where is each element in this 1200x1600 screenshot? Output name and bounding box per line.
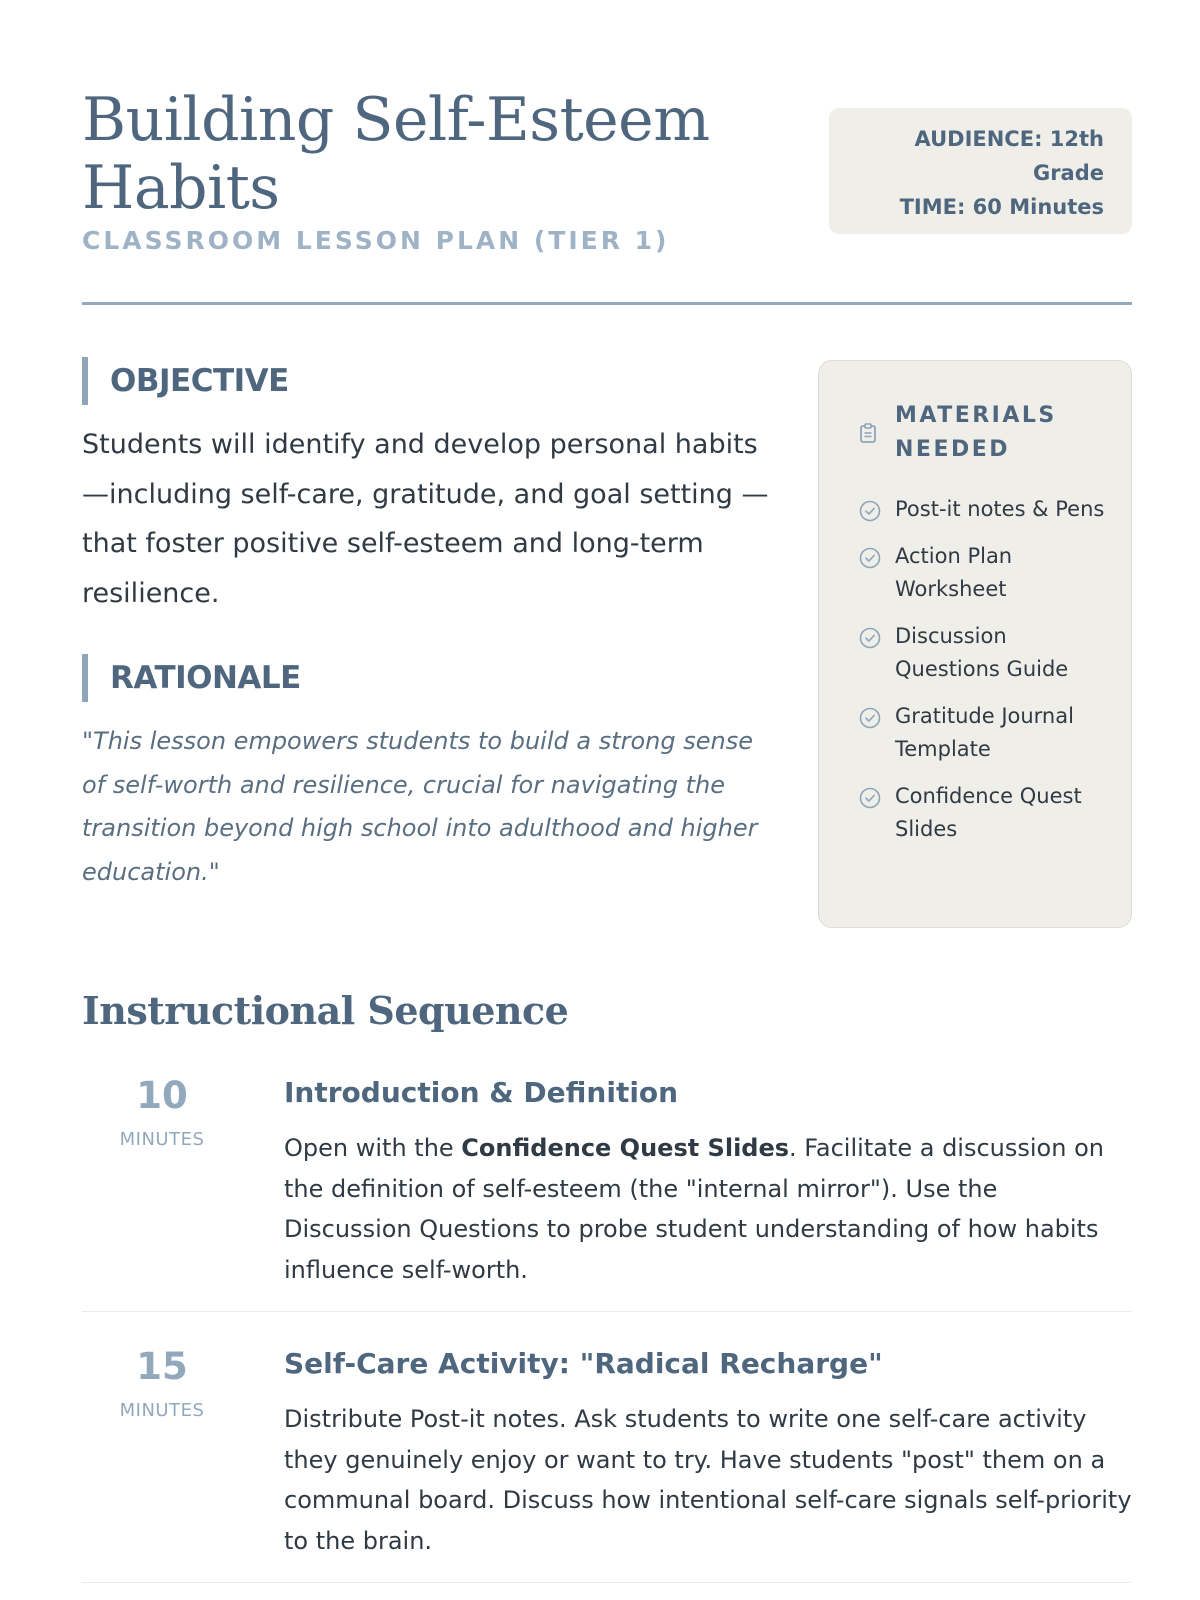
sequence-step	[82, 1341, 1132, 1583]
step-minutes-unit: MINUTES	[119, 1129, 205, 1150]
material-label: Post-it notes & Pens	[895, 497, 1105, 521]
step-highlight: Confidence Quest Slides	[461, 1134, 790, 1162]
rationale-text: "This lesson empowers students to build a strong sense of self-worth and resilience, crucial for navigating the transition beyond high school into adulthood and higher education."	[82, 727, 758, 886]
check-circle-icon	[859, 626, 881, 659]
list-item	[859, 780, 1109, 846]
list-item	[859, 700, 1109, 766]
clipboard-icon	[859, 423, 877, 447]
lesson-plan-page	[82, 0, 1132, 1600]
step-minutes: 15	[136, 1345, 188, 1388]
list-item	[859, 540, 1109, 606]
materials-list	[859, 493, 1109, 860]
list-item	[859, 493, 1109, 526]
step-heading: Introduction & Definition	[284, 1076, 679, 1109]
lesson-meta-box	[829, 108, 1132, 234]
list-item	[859, 620, 1109, 686]
step-minutes: 10	[136, 1074, 188, 1117]
material-label: Action Plan Worksheet	[895, 544, 1013, 601]
step-body	[284, 1070, 1132, 1290]
materials-title: MATERIALS NEEDED	[895, 403, 1057, 462]
header	[82, 86, 1132, 306]
time-label: TIME: 60 Minutes	[899, 195, 1104, 219]
step-heading: Self-Care Activity: "Radical Recharge"	[284, 1347, 883, 1380]
audience-label: AUDIENCE: 12th Grade	[914, 127, 1104, 185]
header-divider	[82, 302, 1132, 305]
check-circle-icon	[859, 786, 881, 819]
page-subtitle: CLASSROOM LESSON PLAN (TIER 1)	[82, 226, 670, 255]
sequence-step	[82, 1070, 1132, 1312]
check-circle-icon	[859, 499, 881, 532]
check-circle-icon	[859, 546, 881, 579]
check-circle-icon	[859, 706, 881, 739]
step-description: Distribute Post-it notes. Ask students to write one self-care activity they genuinely enjoy or want to try. Have students "post" them on a communal board. Discuss how intentional self-care signals self-priority to the brain.	[284, 1405, 1132, 1555]
material-label: Discussion Questions Guide	[895, 624, 1069, 681]
objective-text: Students will identify and develop personal habits —including self-care, gratitude, and goal setting —that foster positive self-esteem and long-term resilience.	[82, 429, 769, 609]
sequence-title: Instructional Sequence	[82, 988, 569, 1033]
materials-header	[859, 399, 1099, 469]
step-body	[284, 1341, 1132, 1561]
objective-heading: OBJECTIVE	[82, 357, 289, 405]
material-label: Gratitude Journal Template	[895, 704, 1074, 761]
step-minutes-unit: MINUTES	[119, 1400, 205, 1421]
page-title: Building Self-Esteem Habits	[82, 85, 710, 223]
rationale-heading: RATIONALE	[82, 654, 301, 702]
materials-panel	[818, 360, 1132, 928]
step-duration	[82, 1341, 242, 1423]
step-duration	[82, 1070, 242, 1152]
material-label: Confidence Quest Slides	[895, 784, 1082, 841]
step-description: Open with the Confidence Quest Slides. Facilitate a discussion on the definition of self-esteem (the "internal mirror"). Use the Discussion Questions to probe student understanding of how habits influence self-worth.	[284, 1134, 1104, 1284]
